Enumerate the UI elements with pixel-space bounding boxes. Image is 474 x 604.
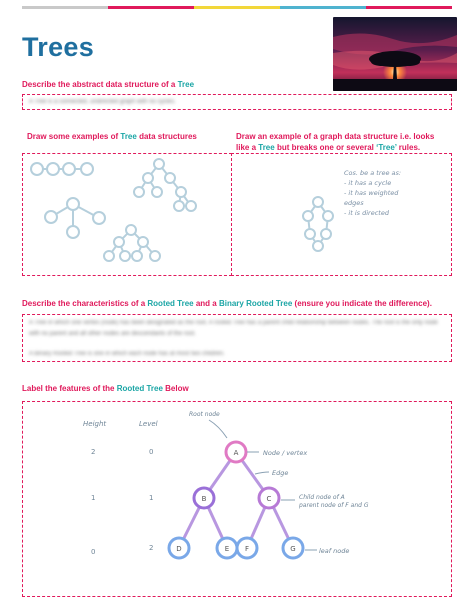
answer-box-tree-adt[interactable]: [22, 94, 452, 110]
question-text: rules.: [396, 143, 421, 152]
labelled-tree-box[interactable]: [22, 401, 452, 597]
question-tree-adt: [22, 79, 194, 90]
note-line: Cos. be a tree as:: [344, 169, 402, 177]
topbar-segment: [194, 6, 280, 9]
question-highlight: Tree: [120, 132, 137, 141]
leaf-node-label: leaf node: [319, 547, 350, 555]
top-color-bar: [22, 6, 452, 9]
handwritten-notes: [344, 168, 401, 218]
question-highlight: Rooted Tree: [147, 299, 194, 308]
page-title: Trees: [22, 32, 95, 62]
question-highlight: ‘Tree’: [376, 143, 397, 152]
note-line: - it is directed: [344, 209, 389, 217]
parent-node-label: parent node of F and G: [299, 502, 369, 509]
edge-pointer: [255, 472, 269, 474]
question-text: Below: [162, 384, 189, 393]
topbar-segment: [366, 6, 452, 9]
node-d: [169, 538, 189, 558]
height-value: 0: [91, 548, 96, 556]
answer-box-rooted-tree[interactable]: [22, 314, 452, 362]
question-line: Draw an example of a graph data structure i.e. looks: [236, 132, 435, 141]
node-a: [226, 442, 246, 462]
node-g: [283, 538, 303, 558]
height-value: 2: [91, 448, 96, 456]
answer-text: A Binary Rooted Tree is one in which each node has at most two children.: [29, 351, 225, 357]
note-line: edges: [344, 199, 364, 207]
topbar-segment: [108, 6, 194, 9]
question-rooted-tree: [22, 298, 432, 309]
node-c: [259, 488, 279, 508]
level-value: 2: [149, 544, 154, 552]
question-graph-not-tree: [236, 131, 456, 153]
node-label: D: [176, 545, 182, 553]
tree-sunset-photo: [333, 17, 457, 91]
node-label: F: [244, 545, 250, 553]
child-node-label: Child node of A: [299, 494, 345, 501]
question-highlight: Tree: [258, 143, 275, 152]
question-tree-examples: [27, 131, 197, 142]
question-text: Label the features of the: [22, 384, 117, 393]
root-arrow: [209, 420, 227, 438]
answer-text: A Tree in which one vertex (node) has been designated as the root. A rooted Tree has a parent child relationship between nodes. The root is the only node with no parent and all other nodes are descendants of the root.: [29, 320, 438, 337]
question-text: and a: [193, 299, 219, 308]
question-text: (ensure you indicate the difference).: [292, 299, 432, 308]
topbar-segment: [280, 6, 366, 9]
note-line: - it has weighted: [344, 189, 399, 197]
node-label: G: [290, 545, 296, 553]
height-heading: Height: [83, 420, 107, 428]
cyclic-graph-sketch: [232, 154, 451, 275]
question-label-features: [22, 383, 189, 394]
node-b: [194, 488, 214, 508]
root-node-label: Root node: [189, 411, 220, 418]
question-text: Describe the characteristics of a: [22, 299, 148, 308]
question-text: data structures: [136, 132, 197, 141]
node-label: A: [233, 449, 239, 457]
drawing-box-tree-examples[interactable]: [22, 153, 232, 276]
height-value: 1: [91, 494, 96, 502]
question-highlight: Rooted Tree: [116, 384, 163, 393]
tree-sketches: [23, 154, 231, 275]
question-text: but breaks one or several: [274, 143, 377, 152]
level-value: 1: [149, 494, 154, 502]
question-text: like a: [236, 143, 259, 152]
answer-text: A Tree is a connected, undirected graph with no cycles.: [29, 99, 176, 105]
level-heading: Level: [139, 420, 158, 428]
question-text: Draw some examples of: [27, 132, 121, 141]
rooted-tree-diagram: [23, 402, 451, 596]
node-label: C: [266, 495, 272, 503]
question-text: Describe the abstract data structure of a: [22, 80, 178, 89]
level-value: 0: [149, 448, 154, 456]
note-line: - it has a cycle: [344, 179, 392, 187]
question-line: [236, 142, 456, 153]
topbar-segment: [22, 6, 108, 9]
drawing-box-graph-example[interactable]: [231, 153, 452, 276]
edge-label: Edge: [272, 469, 289, 477]
node-f: [237, 538, 257, 558]
question-highlight: Binary Rooted Tree: [218, 299, 293, 308]
node-e: [217, 538, 237, 558]
node-label: E: [224, 545, 230, 553]
node-vertex-label: Node / vertex: [263, 449, 308, 457]
node-label: B: [201, 495, 207, 503]
question-highlight: Tree: [177, 80, 195, 89]
